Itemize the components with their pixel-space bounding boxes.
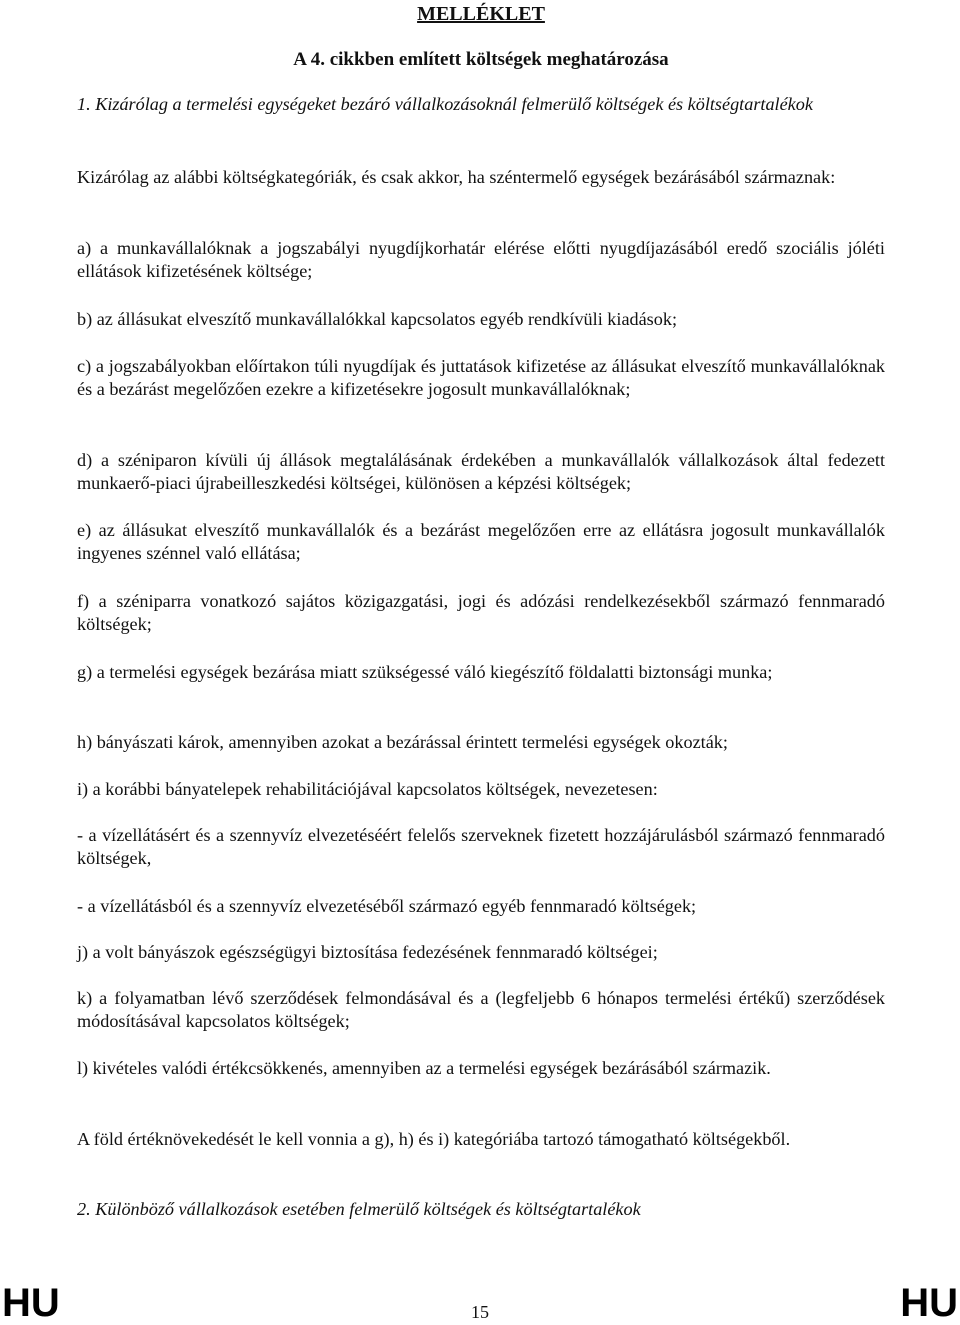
list-item-k: k) a folyamatban lévő szerződések felmondásával és a (legfeljebb 6 hónapos termelési értékű) szerződések módosításával kapcsolatos költségek; xyxy=(77,988,885,1031)
list-item-a: a) a munkavállalóknak a jogszabályi nyugdíjkorhatár elérése előtti nyugdíjazásából eredő szociális jóléti ellátások kifizetésének költsége; xyxy=(77,238,885,281)
list-item-i: i) a korábbi bányatelepek rehabilitációjával kapcsolatos költségek, nevezetesen: xyxy=(77,779,658,799)
list-item-i-sub-1: - a vízellátásért és a szennyvíz elvezetéséért felelős szerveknek fizetett hozzájárulásból származó fennmaradó költségek, xyxy=(77,825,885,868)
list-item-l: l) kivételes valódi értékcsökkenés, amennyiben az a termelési egységek bezárásából származik. xyxy=(77,1058,771,1078)
closing-paragraph: A föld értéknövekedését le kell vonnia a g), h) és i) kategóriába tartozó támogatható költségekből. xyxy=(77,1129,791,1149)
document-title: MELLÉKLET xyxy=(417,3,545,25)
section-1-heading: 1. Kizárólag a termelési egységeket bezáró vállalkozásoknál felmerülő költségek és költségtartalékok xyxy=(77,94,813,114)
list-item-e: e) az állásukat elveszítő munkavállalók és a bezárást megelőzően erre az ellátásra jogosult munkavállalók ingyenes szénnel való ellátása; xyxy=(77,520,885,563)
section-2-heading: 2. Különböző vállalkozások esetében felmerülő költségek és költségtartalékok xyxy=(77,1199,641,1219)
list-item-h: h) bányászati károk, amennyiben azokat a bezárással érintett termelési egységek okozták; xyxy=(77,732,728,752)
list-item-c: c) a jogszabályokban előírtakon túli nyugdíjak és juttatások kifizetése az állásukat elveszítő munkavállalóknak és a bezárást megelőzően ezekre a kifizetésekre jogosult munkavállalóknak; xyxy=(77,356,885,399)
footer-language-mark-right: HU xyxy=(900,1281,958,1325)
document-subtitle: A 4. cikkben említett költségek meghatározása xyxy=(293,49,669,70)
list-item-b: b) az állásukat elveszítő munkavállalókkal kapcsolatos egyéb rendkívüli kiadások; xyxy=(77,309,678,329)
list-item-i-sub-2: - a vízellátásból és a szennyvíz elvezetéséből származó egyéb fennmaradó költségek; xyxy=(77,896,697,916)
list-item-d: d) a széniparon kívüli új állások megtalálásának érdekében a munkavállalók vállalkozások által fedezett munkaerő-piaci újrabeilleszkedési költségei, különösen a képzési költségek; xyxy=(77,450,885,493)
list-item-g: g) a termelési egységek bezárása miatt szükségessé váló kiegészítő földalatti biztonsági munka; xyxy=(77,662,773,682)
list-item-f: f) a széniparra vonatkozó sajátos közigazgatási, jogi és adózási rendelkezésekből származó fennmaradó költségek; xyxy=(77,591,885,634)
list-item-j: j) a volt bányászok egészségügyi biztosítása fedezésének fennmaradó költségei; xyxy=(77,942,658,962)
footer-language-mark-left: HU xyxy=(2,1281,60,1325)
intro-paragraph: Kizárólag az alábbi költségkategóriák, és csak akkor, ha széntermelő egységek bezárásából származnak: xyxy=(77,167,836,187)
page-number: 15 xyxy=(471,1302,489,1322)
